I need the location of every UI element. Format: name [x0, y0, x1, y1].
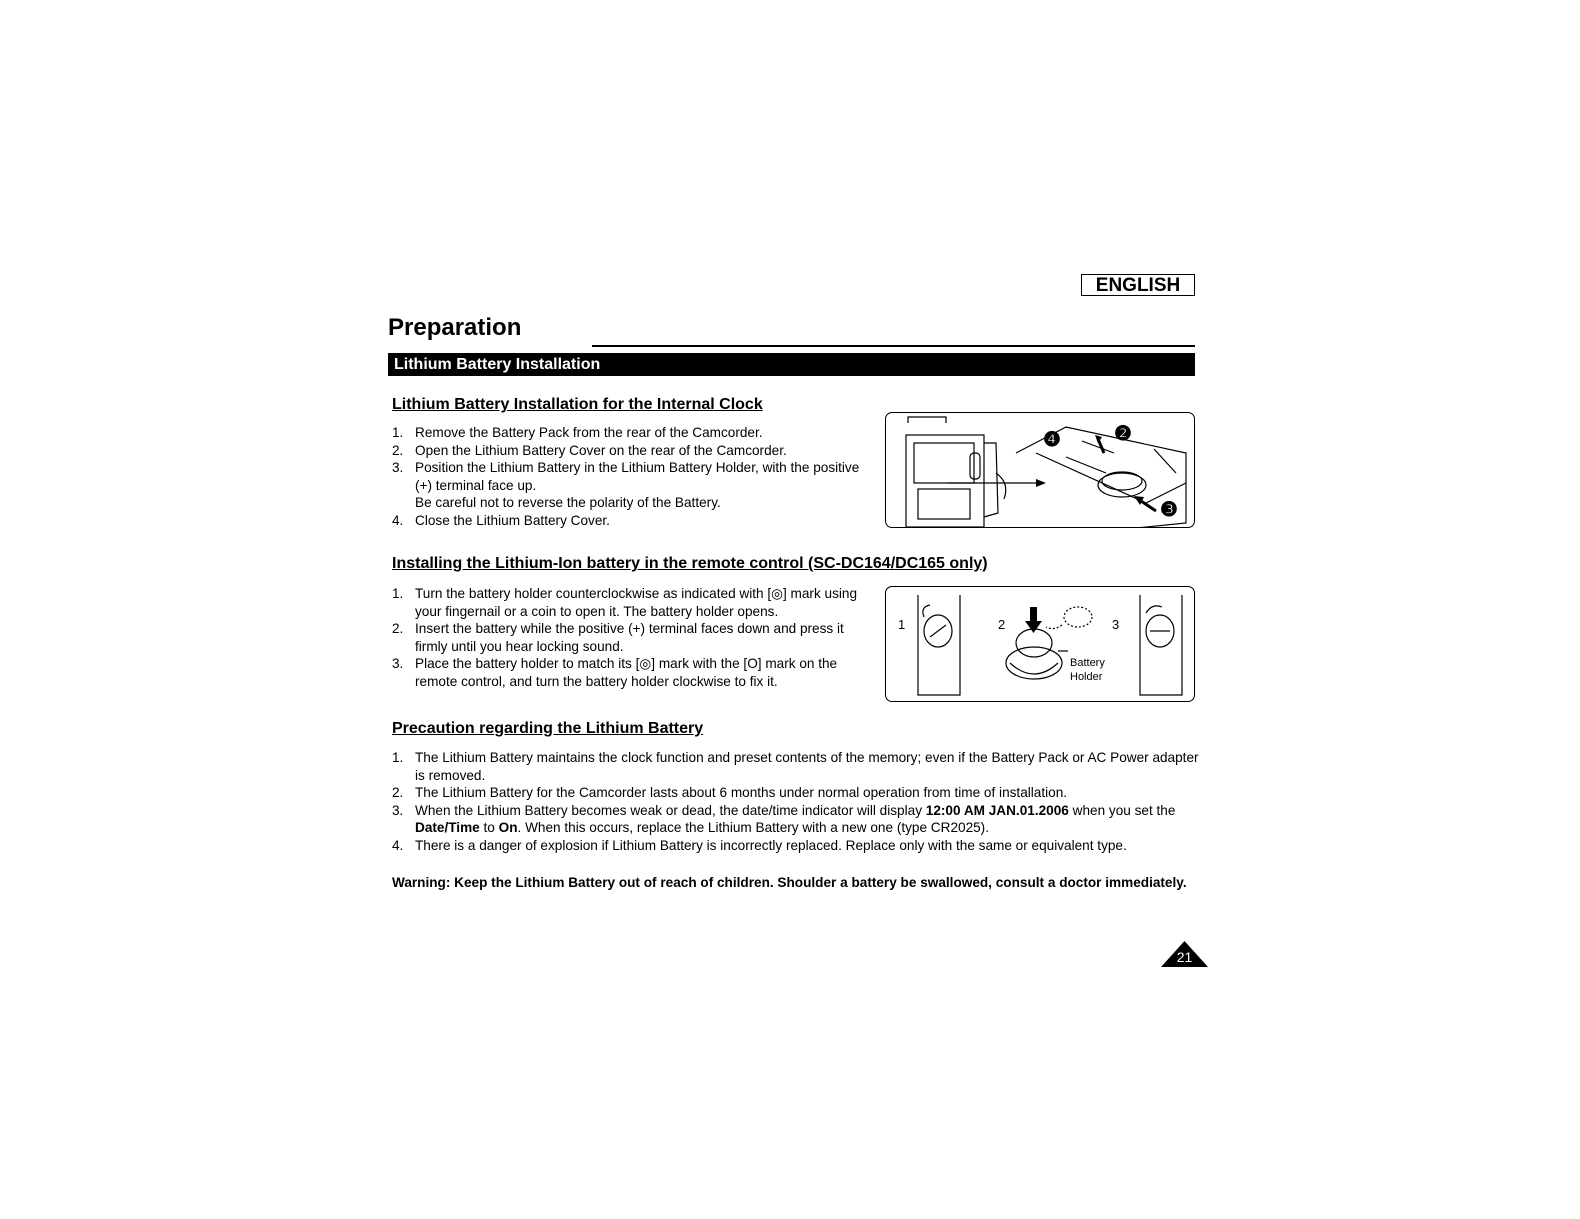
- battery-holder-label-line2: Holder: [1070, 671, 1103, 683]
- list-item: 3. Place the battery holder to match its [◎] mark with the [O] mark on the remote control, and turn the battery holder clockwise to fix it.: [392, 656, 838, 689]
- callout-2: ❷: [1114, 423, 1132, 445]
- remote-control-figure: [885, 586, 1195, 702]
- section-bar: Lithium Battery Installation: [388, 353, 1195, 376]
- figure-step-1-label: 1: [898, 617, 906, 632]
- page-number-badge: [1161, 941, 1208, 967]
- precaution-heading: Precaution regarding the Lithium Battery: [392, 720, 704, 737]
- page-number: 21: [1176, 949, 1193, 965]
- list-item: 1. The Lithium Battery maintains the clock function and preset contents of the memory; even if the Battery Pack or AC Power adapter is removed.: [392, 750, 1199, 783]
- figure-step-2-label: 2: [998, 617, 1006, 632]
- list-item: 1. Turn the battery holder counterclockwise as indicated with [◎] mark using your fingernail or a coin to open it. The battery holder opens.: [392, 586, 858, 619]
- list-item: 4. Close the Lithium Battery Cover.: [392, 512, 610, 528]
- remote-control-steps: [392, 585, 877, 691]
- battery-holder-label-line1: Battery: [1070, 657, 1105, 669]
- page-title: Preparation: [388, 314, 522, 341]
- callout-4: ❹: [1043, 429, 1061, 451]
- list-item: 4. There is a danger of explosion if Lithium Battery is incorrectly replaced. Replace only with the same or equivalent type.: [392, 837, 1127, 853]
- list-item: 2. Open the Lithium Battery Cover on the rear of the Camcorder.: [392, 442, 787, 458]
- remote-illustration: [886, 587, 1195, 702]
- precaution-steps: [392, 749, 1207, 855]
- callout-3: ❸: [1160, 499, 1178, 521]
- title-rule: [592, 345, 1195, 347]
- internal-clock-heading: Lithium Battery Installation for the Internal Clock: [392, 396, 763, 413]
- warning-text: Warning: Keep the Lithium Battery out of reach of children. Shoulder a battery be swallowed, consult a doctor immediately.: [392, 875, 1187, 890]
- list-item: 2. Insert the battery while the positive (+) terminal faces down and press it firmly until you hear locking sound.: [392, 621, 844, 654]
- camcorder-illustration: [886, 413, 1195, 528]
- language-badge: ENGLISH: [1081, 274, 1195, 296]
- figure-step-3-label: 3: [1112, 617, 1120, 632]
- list-item: 2. The Lithium Battery for the Camcorder lasts about 6 months under normal operation from time of installation.: [392, 785, 1068, 801]
- list-item: 1. Remove the Battery Pack from the rear of the Camcorder.: [392, 425, 763, 440]
- remote-control-heading: Installing the Lithium-Ion battery in the remote control (SC-DC164/DC165 only): [392, 555, 988, 572]
- camcorder-battery-figure: [885, 412, 1195, 528]
- list-item: 3. Position the Lithium Battery in the Lithium Battery Holder, with the positive (+) terminal face up. Be careful not to reverse the polarity of the Battery.: [392, 460, 860, 511]
- list-item: 3. When the Lithium Battery becomes weak or dead, the date/time indicator will display 12:00 AM JAN.01.2006 when you set the Date/Time to On. When this occurs, replace the Lithium Battery with a new one (type CR2025).: [392, 802, 1176, 836]
- internal-clock-steps: [392, 424, 867, 530]
